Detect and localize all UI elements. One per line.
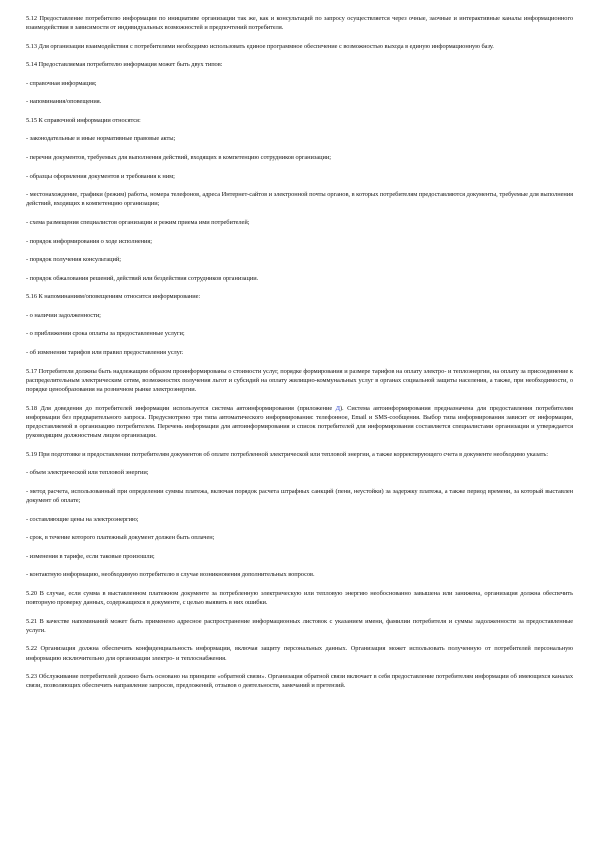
list-item: - метод расчета, использованный при определении суммы платежа, включая порядок расчета штрафных санкций (пени, неустойки) за задержку платежа, а также период времени, за который выставлен документ об оплате; (26, 487, 573, 504)
section-paragraph: 5.12 Предоставление потребителю информации по инициативе организации так же, как и консультаций по запросу осуществляется через очные, заочные и интерактивные каналы информационного взаимодействия в зависимости от индивидуальных возможностей и предпочтений потребителя. (26, 15, 573, 32)
section-paragraph: 5.16 К напоминаниям/оповещениям относится информирование: (26, 293, 201, 301)
section-paragraph: 5.23 Обслуживание потребителей должно быть основано на принципе «обратной связи». Организация обратной связи включает в себя предоставление потребителям информации об имеющихся каналах связи, позволяющих обеспечить направление запросов, предложений, отзывов о деятельности, замечаний и претензий. (26, 673, 573, 690)
list-item: - местонахождение, графики (режим) работы, номера телефонов, адреса Интернет-сайтов и электронной почты органов, в которых потребителям предоставляются документы, требуемые для выполнения действий, входящих в компетенцию организации; (26, 191, 573, 208)
list-item: - порядок информирования о ходе исполнения; (26, 237, 152, 245)
list-item: - порядок обжалования решений, действий или бездействия сотрудников организации. (26, 274, 259, 282)
section-paragraph: 5.15 К справочной информации относятся: (26, 116, 141, 124)
list-item: - о наличии задолженности; (26, 311, 101, 319)
section-paragraph: 5.14 Предоставляемая потребителю информация может быть двух типов: (26, 61, 223, 69)
list-item: - срок, в течение которого платежный документ должен быть оплачен; (26, 534, 215, 542)
section-paragraph: 5.18 Для доведения до потребителей информации используется система автоинформирования (приложение Д). Система автоинформирования предназначена для предоставления потребителям информации без предварительного запроса. Предусмотрено три типа автоматического информирования: телефонное, Email и SMS-сообщения. Выбор типа информирования зависит от информации, предоставляемой в организацию потребителем. Перечень информации для автоинформирования и список потребителей для информирования составляется специалистами организации и утверждается руководящим должностным лицом организации. (26, 404, 573, 440)
section-paragraph: 5.22 Организация должна обеспечить конфиденциальность информации, включая защиту персональных данных. Организация может использовать полученную от потребителей персональную информацию исключительно для организации электро- и теплоснабжения. (26, 645, 573, 662)
list-item: - изменения в тарифе, если таковые произошли; (26, 552, 155, 560)
list-item: - перечни документов, требуемых для выполнения действий, входящих в компетенцию сотрудников организации; (26, 153, 331, 161)
section-paragraph: 5.13 Для организации взаимодействия с потребителями необходимо использовать единое программное обеспечение с возможностью выхода в единую информационную базу. (26, 42, 494, 50)
list-item: - объем электрической или тепловой энергии; (26, 469, 149, 477)
list-item: - об изменении тарифов или правил предоставления услуг. (26, 349, 184, 357)
list-item: - о приближении срока оплаты за предоставленные услуги; (26, 330, 185, 338)
section-paragraph: 5.17 Потребители должны быть надлежащим образом проинформированы о стоимости услуг, порядке формирования и размере тарифов на оплату электро- и теплоэнергии, на оплату за присоединение к распределительным электрическим сетям, возможностях получения льгот и субсидий на оплату жилищно-коммунальных услуг в органах социальной защиты населения, а также, при необходимости, о порядке ценообразования на розничном рынке электроэнергии. (26, 367, 573, 394)
list-item: - контактную информацию, необходимую потребителю в случае возникновения дополнительных вопросов. (26, 571, 315, 579)
list-item: - составляющие цены на электроэнергию; (26, 515, 139, 523)
list-item: - напоминания/оповещения. (26, 98, 102, 106)
section-paragraph: 5.20 В случае, если сумма в выставленном платежном документе за потребленную электрическую или тепловую энергию необоснованно завышена или занижена, организация должна обеспечить повторную проверку данных, содержащихся в документе, с целью выявить в них ошибки. (26, 589, 573, 607)
section-paragraph: 5.21 В качестве напоминаний может быть применено адресное распространение информационных листовок с указанием имени, фамилии потребителя и суммы задолженности за предоставленные услуги. (26, 617, 573, 634)
appendix-link[interactable]: Д (335, 404, 340, 412)
list-item: - схема размещения специалистов организации и режим приема ими потребителей; (26, 218, 250, 226)
list-item: - законодательные и иные нормативные правовые акты; (26, 135, 176, 143)
section-paragraph: 5.19 При подготовке и предоставлении потребителям документов об оплате потребленной электрической или тепловой энергии, а также корректирующего счета в документе необходимо указать: (26, 450, 548, 458)
list-item: - порядок получения консультаций; (26, 256, 121, 264)
list-item: - справочная информация; (26, 79, 97, 87)
list-item: - образцы оформления документов и требования к ним; (26, 172, 175, 180)
